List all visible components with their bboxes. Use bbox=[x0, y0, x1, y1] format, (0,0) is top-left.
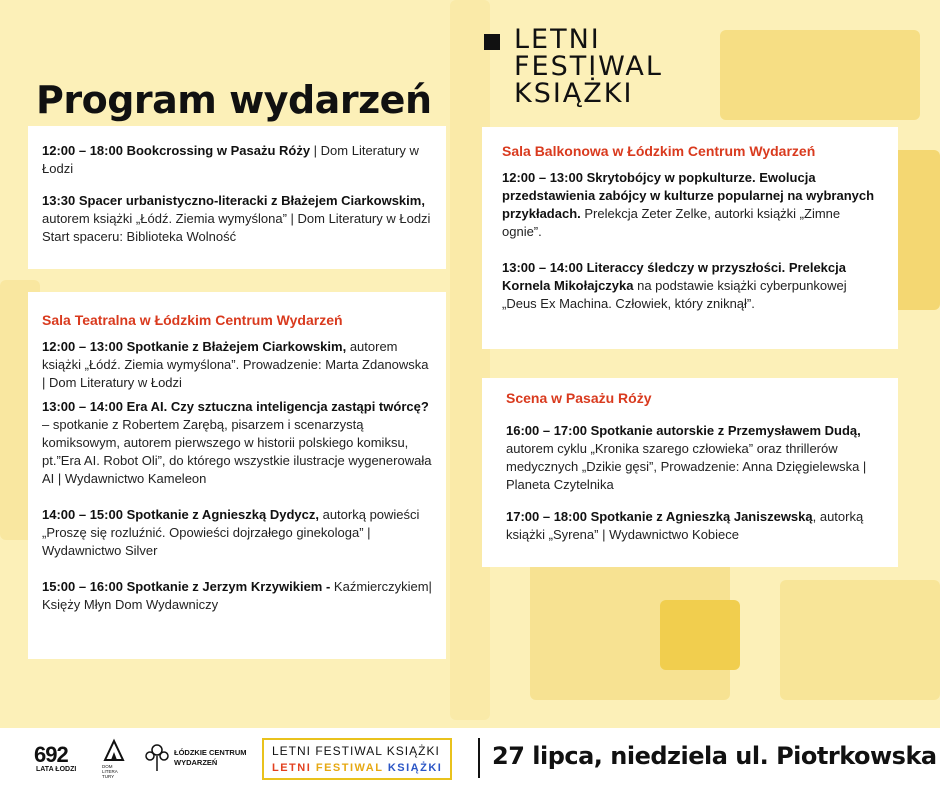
section-title: Scena w Pasażu Róży bbox=[506, 390, 652, 406]
card-scena-pasaz-rozy bbox=[482, 378, 898, 567]
logo-letni-festiwal-ksiazki: LETNI FESTIWAL KSIĄŻKI LETNI FESTIWAL KSIĄŻKI bbox=[262, 738, 452, 780]
page-title: Program wydarzeń bbox=[36, 78, 432, 122]
card-sala-teatralna bbox=[28, 292, 446, 659]
logo-line: FESTIWAL bbox=[514, 51, 663, 82]
event-entry: 17:00 – 18:00 Spotkanie z Agnieszką Janiszewską, autorką książki „Syrena” | Wydawnictwo Kobiece bbox=[506, 509, 864, 542]
section-title: Sala Balkonowa w Łódzkim Centrum Wydarzeń bbox=[502, 143, 816, 159]
event-entry: 13:30 Spacer urbanistyczno-literacki z Błażejem Ciarkowskim, autorem książki „Łódź. Ziemia wymyślona” | Dom Literatury w Łodzi Start spaceru: Biblioteka Wolność bbox=[42, 193, 431, 244]
logo-square-icon bbox=[484, 34, 500, 50]
event-entry: 12:00 – 13:00 Spotkanie z Błażejem Ciarkowskim, autorem książki „Łódź. Ziemia wymyślona”. Prowadzenie: Marta Zdanowska | Dom Literatury w Łodzi bbox=[42, 339, 429, 390]
event-entry: 13:00 – 14:00 Literaccy śledczy w przyszłości. Prelekcja Kornela Mikołajczyka na podstawie książki cyberpunkowej „Deus Ex Machina. Człowiek, który zniknął”. bbox=[502, 260, 847, 311]
card-general-events bbox=[28, 126, 446, 269]
event-entry: 16:00 – 17:00 Spotkanie autorskie z Przemysławem Dudą, autorem cyklu „Kronika szarego człowieka” oraz thrillerów medycznych „Dzikie gęsi”, Prowadzenie: Anna Dzięgielewska | Planeta Czytelnika bbox=[506, 423, 867, 492]
event-entry: 15:00 – 16:00 Spotkanie z Jerzym Krzywikiem - Kaźmierczykiem| Księży Młyn Dom Wydawniczy bbox=[42, 579, 432, 612]
logo-lodzkie-centrum-wydarzen: ŁÓDZKIE CENTRUM WYDARZEŃ bbox=[144, 742, 254, 776]
bg-shape bbox=[660, 600, 740, 670]
logo-692-lata-lodzi: 692 LATA ŁODZI bbox=[34, 742, 77, 773]
logo-line: KSIĄŻKI bbox=[514, 78, 634, 109]
bg-shape bbox=[720, 30, 920, 120]
event-date-location: 27 lipca, niedziela ul. Piotrkowska bbox=[492, 742, 937, 770]
footer bbox=[0, 728, 940, 788]
footer-divider bbox=[478, 738, 480, 778]
bg-shape bbox=[780, 580, 940, 700]
event-entry: 13:00 – 14:00 Era AI. Czy sztuczna inteligencja zastąpi twórcę? – spotkanie z Robertem Zarębą, pisarzem i scenarzystą komiksowym, autorem pierwszego w historii polskiego komiksu, pt.”Era AI. Robot Oli”, do którego wszystkie ilustracje wygenerowała AI | Wydawnictwo Kameleon bbox=[42, 399, 432, 486]
event-entry: 12:00 – 18:00 Bookcrossing w Pasażu Róży | Dom Literatury w Łodzi bbox=[42, 143, 419, 176]
event-entry: 12:00 – 13:00 Skrytobójcy w popkulturze. Ewolucja przedstawienia zabójcy w kulturze popularnej na wybranych przykładach. Prelekcja Zeter Zelke, autorki książki „Zimne ognie”. bbox=[502, 170, 875, 239]
house-icon bbox=[102, 738, 126, 762]
logo-line: LETNI bbox=[514, 24, 601, 55]
logo-dom-literatury: DOM LITERA TURY bbox=[100, 738, 130, 782]
event-entry: 14:00 – 15:00 Spotkanie z Agnieszką Dydycz, autorką powieści „Proszę się rozluźnić. Opowieści dojrzałego ginekologa” | Wydawnictwo Silver bbox=[42, 507, 420, 558]
section-title: Sala Teatralna w Łódzkim Centrum Wydarzeń bbox=[42, 312, 343, 328]
card-sala-balkonowa bbox=[482, 127, 898, 349]
flower-icon bbox=[144, 742, 170, 772]
bg-shape bbox=[450, 0, 490, 720]
